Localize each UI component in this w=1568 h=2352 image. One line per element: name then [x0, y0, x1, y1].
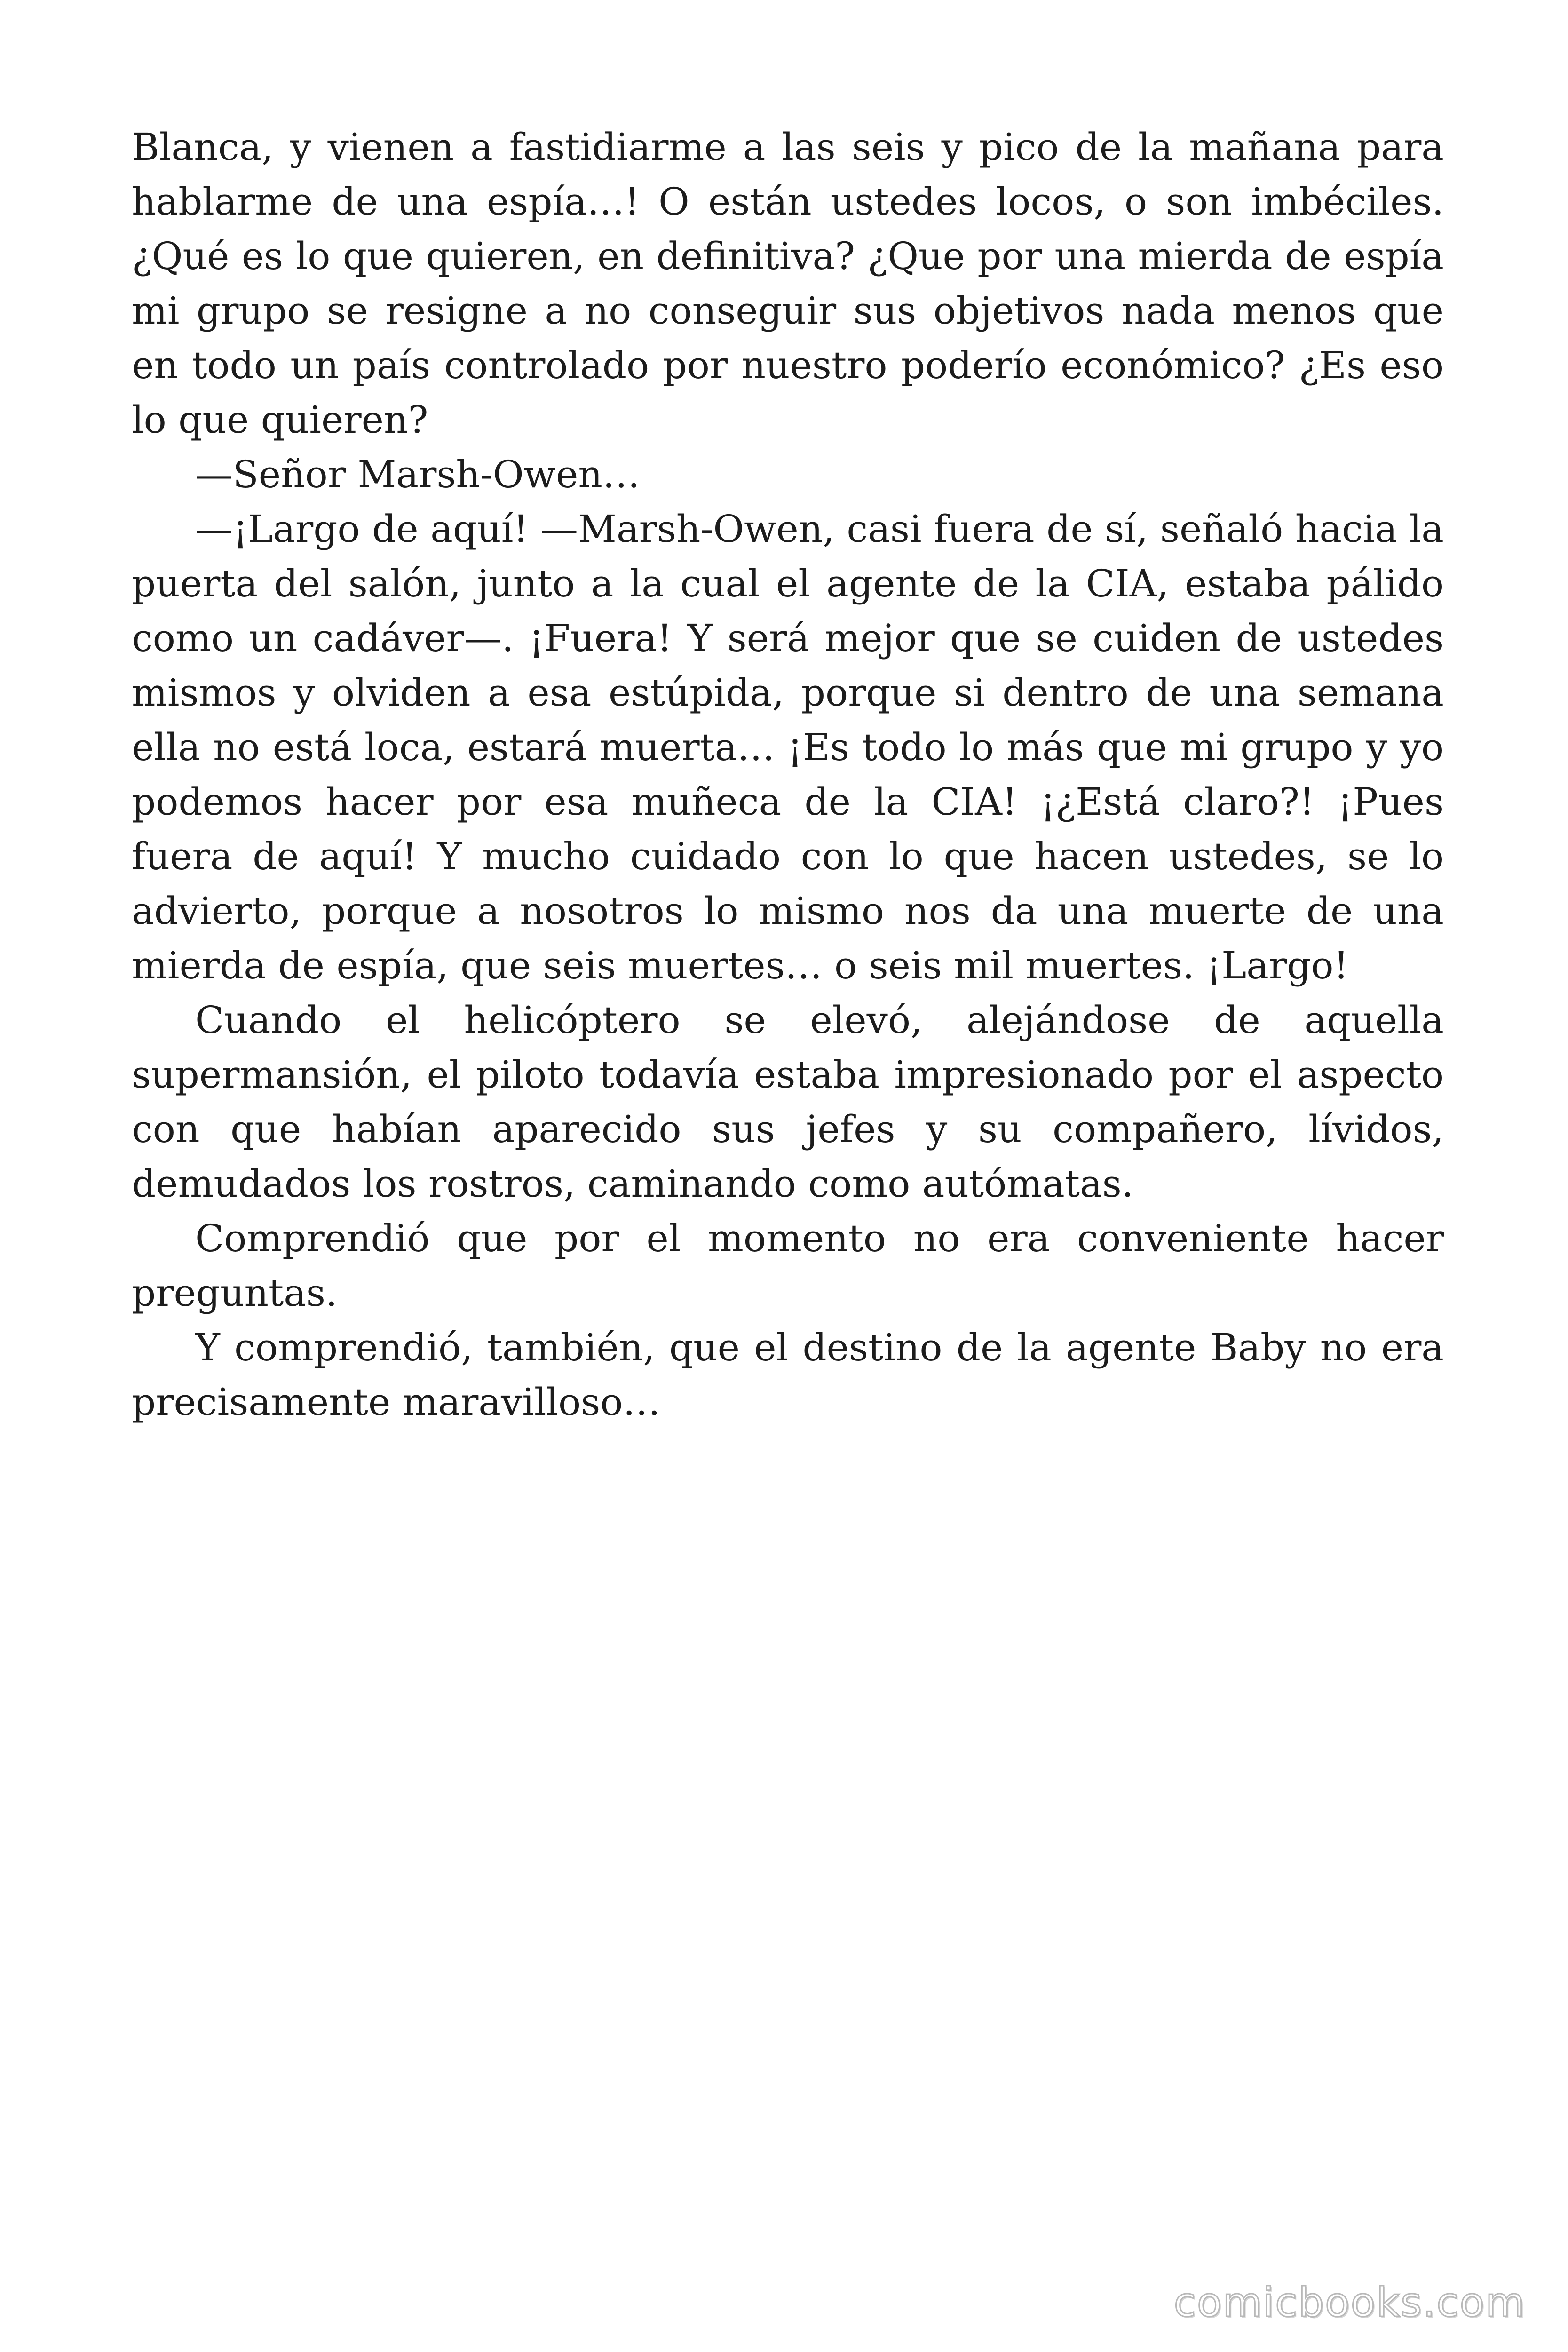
paragraph-2: —Señor Marsh-Owen…: [195, 453, 640, 496]
paragraph-6: Y comprendió, también, que el destino de la agente Baby no era precisamente maravilloso…: [132, 1326, 1444, 1424]
paragraph-1: Blanca, y vienen a fastidiarme a las seis y pico de la mañana para hablarme de una espía…! O están ustedes locos, o son imbéciles. ¿Qué es lo que quieren, en definitiva? ¿Que por una mierda de espía mi grupo se resigne a no conseguir sus objetivos nada menos que en todo un país controlado por nuestro poderío económico? ¿Es eso lo que quieren?: [132, 125, 1444, 442]
paragraph-5: Comprendió que por el momento no era conveniente hacer preguntas.: [132, 1216, 1444, 1315]
watermark-text: comicbooks.com: [1173, 2279, 1526, 2326]
paragraph-4: Cuando el helicóptero se elevó, alejándose de aquella supermansión, el piloto todavía estaba impresionado por el aspecto con que habían aparecido sus jefes y su compañero, lívidos, demudados los rostros, caminando como autómatas.: [132, 998, 1444, 1206]
paragraph-3: —¡Largo de aquí! —Marsh-Owen, casi fuera de sí, señaló hacia la puerta del salón, junto a la cual el agente de la CIA, estaba pálido como un cadáver—. ¡Fuera! Y será mejor que se cuiden de ustedes mismos y olviden a esa estúpida, porque si dentro de una semana ella no está loca, estará muerta… ¡Es todo lo más que mi grupo y yo podemos hacer por esa muñeca de la CIA! ¡¿Está claro?! ¡Pues fuera de aquí! Y mucho cuidado con lo que hacen ustedes, se lo advierto, porque a nosotros lo mismo nos da una muerte de una mierda de espía, que seis muertes… o seis mil muertes. ¡Largo!: [132, 507, 1444, 987]
page-body: [132, 120, 1444, 1430]
